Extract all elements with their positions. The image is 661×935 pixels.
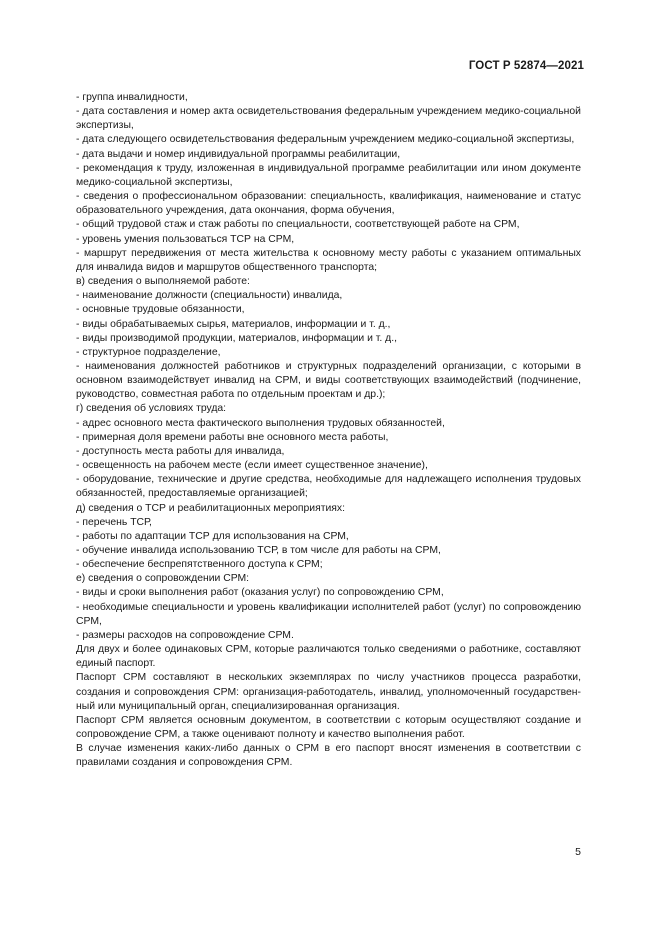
list-item: - наименование должности (специальности) инвалида, [76,290,343,302]
list-item: - оборудование, технические и другие средства, необходимые для надлежащего исполнения трудовых обязанностей, предоставляемые организацией; [76,474,581,500]
list-item: - работы по адаптации ТСР для использования на СРМ, [76,530,349,542]
list-item: - дата следующего освидетельствования федеральным учреждением медико-социальной экспертизы, [76,134,575,146]
standard-code: ГОСТ Р 52874—2021 [468,60,584,72]
page-number: 5 [575,846,581,858]
list-item: - основные трудовые обязанности, [76,304,245,316]
list-item: - наименования должностей работников и структурных подразделений организации, с которыми в основном взаимодействует инвалид на СРМ, и виды соответствующих взаимодействий (подчинение, руководство, совместная работа по отдельным проектам и др.); [76,360,581,401]
list-item: - дата выдачи и номер индивидуальной программы реабилитации, [76,148,401,160]
list-item: - примерная доля времени работы вне основного места работы, [76,431,389,443]
list-item: - размеры расходов на сопровождение СРМ. [76,629,294,641]
list-item: - виды обрабатываемых сырья, материалов, информации и т. д., [76,318,391,330]
list-item: - виды и сроки выполнения работ (оказания услуг) по сопровождению СРМ, [76,587,444,599]
list-item: - сведения о профессиональном образовании: специальность, квалификация, наименование и статус образовательного учреждения, дата окончания, форма обучения, [76,191,581,217]
list-item: - структурное подразделение, [76,346,221,358]
list-item: - дата составления и номер акта освидетельствования федеральным учреждением медико-социальной экспертизы, [76,106,581,132]
section-heading: д) сведения о ТСР и реабилитационных мероприятиях: [76,502,346,514]
list-item: - уровень умения пользоваться ТСР на СРМ, [76,233,295,245]
list-item: - общий трудовой стаж и стаж работы по специальности, соответствующей работе на СРМ, [76,219,520,231]
list-item: - обеспечение беспрепятственного доступа к СРМ; [76,559,323,571]
list-item: - маршрут передвижения от места жительства к основному месту работы с указанием оптимальных для инвалида видов и маршрутов общественного транспорта; [76,247,581,273]
section-heading: в) сведения о выполняемой работе: [76,276,250,288]
list-item: - виды производимой продукции, материалов, информации и т. д., [76,332,398,344]
document-body [76,91,581,771]
list-item: - рекомендация к труду, изложенная в индивидуальной программе реабилитации или ином документе медико-социальной экспертизы, [76,162,581,188]
section-heading: е) сведения о сопровождении СРМ: [76,573,250,585]
section-heading: г) сведения об условиях труда: [76,403,227,415]
list-item: - освещенность на рабочем месте (если имеет существенное значение), [76,460,428,472]
paragraph: В случае изменения каких-либо данных о СРМ в его паспорт вносят изменения в соответствии с правилами создания и сопровождения СРМ. [76,743,581,769]
list-item: - обучение инвалида использованию ТСР, в том числе для работы на СРМ, [76,545,441,556]
list-item: - перечень ТСР, [76,516,152,528]
list-item: - группа инвалидности, [76,92,188,103]
list-item: - необходимые специальности и уровень квалификации исполнителей работ (услуг) по сопровождению СРМ, [76,601,581,627]
paragraph: Для двух и более одинаковых СРМ, которые различаются только сведениями о работнике, составляют единый паспорт. [76,644,581,670]
paragraph: Паспорт СРМ является основным документом, в соответствии с которым осуществляют создание и сопровождение СРМ, а также оценивают полноту и качество выполнения работ. [76,714,581,741]
list-item: - адрес основного места фактического выполнения трудовых обязанностей, [76,417,445,429]
list-item: - доступность места работы для инвалида, [76,445,285,457]
paragraph: Паспорт СРМ составляют в нескольких экземплярах по числу участников процесса разработки, создания и сопровождения СРМ: организация-работодатель, инвалид, уполномоченный государственный или муниципальный орган, специализированная организация. [76,672,581,712]
